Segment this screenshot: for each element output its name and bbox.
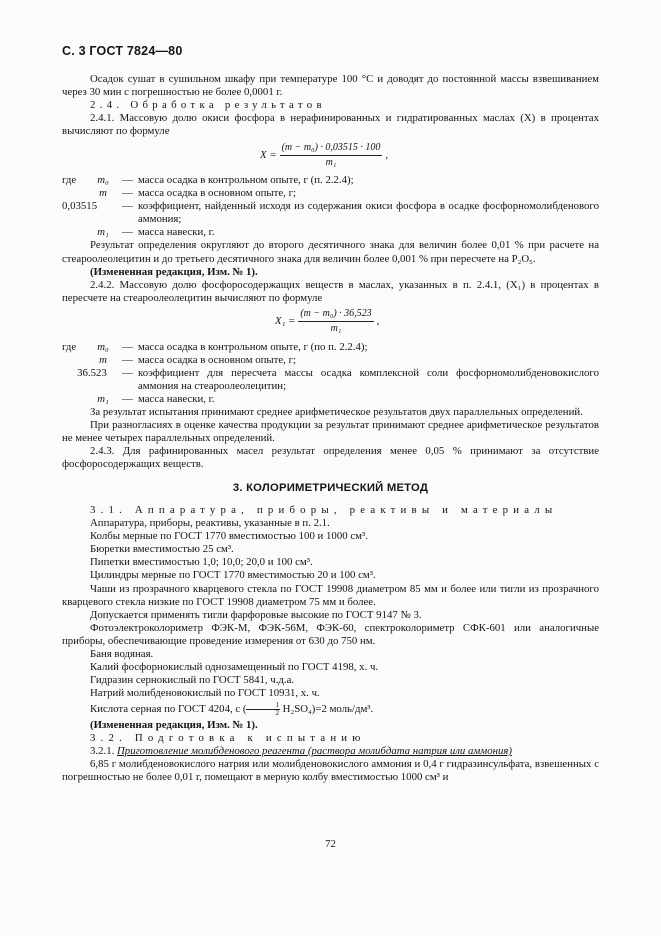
definition-row: где m₀ — масса осадка в контрольном опыте, г (п. 2.2.4); [62,174,599,187]
acid-text-post: H₂SO₄)=2 моль/дм³. [279,702,374,715]
definition-row: m₁ — масса навески, г. [62,226,599,239]
formula-x [62,138,599,174]
definition-row: где m₀ — масса осадка в контрольном опыте, г (по п. 2.2.4); [62,341,599,354]
paragraph-rounding: Результат определения округляют до второго десятичного знака для величин более 0,01 % при расчете на стеароолеолецитин и до третьего десятичного знака для величин более 0,001 % при пересчете на P₂O₅. [62,239,599,265]
list-item-acid [62,702,599,717]
definition-symbol: m₁ [97,226,109,239]
definition-text: коэффициент, найденный исходя из содержания окиси фосфора в осадке фосфорномолибденового аммония; [138,200,599,226]
definition-text: масса осадка в основном опыте, г; [138,187,297,200]
paragraph-2-4-3: 2.4.3. Для рафинированных масел результат определения менее 0,05 % принимают за отсутствие фосфоросодержащих веществ. [62,445,599,471]
definition-text: масса навески, г. [138,226,215,239]
list-item: Калий фосфорнокислый однозамещенный по ГОСТ 4198, х. ч. [90,660,379,673]
list-item: Фотоэлектроколориметр ФЭК-М, ФЭК-56М, ФЭК-60, спектроколориметр СФК-601 или аналогичные приборы, обеспечивающие проведение измерения от 630 до 750 нм. [62,621,599,647]
definition-symbol: m [99,353,107,366]
amendment-note-2: (Измененная редакция, Изм. № 1). [90,718,258,731]
heading-3-1: 3.1. Аппаратура, приборы, реактивы и материалы [90,504,558,517]
definition-text: масса осадка в основном опыте, г; [138,353,297,366]
definition-pre: где [62,174,77,187]
paragraph-disagreement: При разногласиях в оценке качества продукции за результат принимают среднее арифметическое результатов не менее четырех параллельных определений. [62,418,599,445]
definition-symbol: m [99,187,107,200]
list-item: Колбы мерные по ГОСТ 1770 вместимостью 100 и 1000 см³. [90,530,368,543]
acid-fraction [246,702,280,717]
definition-text: масса навески, г. [138,392,215,405]
paragraph-3-2-1-heading: Приготовление молибденового реагента (раствора молибдата натрия или аммония) [117,745,512,758]
formula-x1-denominator: m₁ [330,323,342,335]
section-3-title: 3. КОЛОРИМЕТРИЧЕСКИЙ МЕТОД [232,482,429,495]
list-item: Допускается применять тигли фарфоровые высокие по ГОСТ 9147 № 3. [90,608,422,621]
definition-row: m — масса осадка в основном опыте, г; [62,354,599,367]
list-item: Баня водяная. [90,647,154,660]
definition-symbol: m₀ [97,174,109,187]
formula-x-numerator: (m − m₀) · 0,03515 · 100 [280,142,383,156]
formula-x-lhs: X = [260,148,277,161]
formula-x1-numerator: (m − m₀) · 36,523 [298,308,373,322]
acid-fraction-num: 1 [246,702,280,710]
heading-3-2: 3.2. Подготовка к испытанию [90,731,366,744]
page-number: 72 [325,838,336,850]
definitions-list-2 [62,341,599,406]
acid-text-pre: Кислота серная по ГОСТ 4204, c ( [90,702,247,715]
paragraph-2-4-1: 2.4.1. Массовую долю окиси фосфора в нерафинированных и гидратированных маслах (X) в процентах вычисляют по формуле [62,112,599,138]
equipment-list [62,517,599,717]
list-item: Гидразин сернокислый по ГОСТ 5841, ч.д.а. [90,673,295,686]
definition-row: m — масса осадка в основном опыте, г; [62,187,599,200]
definition-pre: 0,03515 [62,200,98,213]
formula-x-denominator: m₁ [325,156,337,168]
paragraph-3-2-1-number: 3.2.1. [90,745,115,758]
definition-pre [62,187,84,200]
definitions-list-1 [62,174,599,239]
list-item: Пипетки вместимостью 1,0; 10,0; 20,0 и 100 см³. [90,556,313,569]
list-item: Натрий молибденовокислый по ГОСТ 10931, х. ч. [90,686,320,699]
definition-symbol: m₁ [97,392,109,405]
list-item: Бюретки вместимостью 25 см³. [90,543,234,556]
definition-pre [62,226,84,239]
definition-pre [62,393,84,406]
formula-x-tail: , [385,148,389,161]
formula-x1 [62,305,599,341]
formula-x1-lhs: X₁ = [275,315,296,328]
definition-pre [62,354,84,367]
definition-row: 36.523 — коэффициент для пересчета массы осадка комплексной соли фосфорномолибденовокислого аммония на стеароолеолецитин; [62,367,599,393]
definition-row: m₁ — масса навески, г. [62,393,599,406]
definition-pre: где [62,340,77,353]
definition-text: масса осадка в контрольном опыте, г (по п. 2.2.4); [138,340,368,353]
paragraph-3-2-1-title [62,745,599,758]
amendment-note-1: (Измененная редакция, Изм. № 1). [90,265,258,278]
definition-text: коэффициент для пересчета массы осадка комплексной соли фосфорномолибденовокислого аммония на стеароолеолецитин; [138,366,599,392]
list-item: Аппаратура, приборы, реактивы, указанные в п. 2.1. [90,517,330,530]
definition-pre: 36.523 [77,366,107,379]
heading-2-4: 2.4. Обработка результатов [90,99,326,112]
definition-row: 0,03515 — коэффициент, найденный исходя из содержания окиси фосфора в осадке фосфорномолибденового аммония; [62,200,599,226]
paragraph-2-4-2: 2.4.2. Массовую долю фосфоросодержащих веществ в маслах, указанных в п. 2.4.1, (X₁) в процентах в пересчете на стеароолеолецитин вычисляют по формуле [62,278,599,304]
list-item: Чаши из прозрачного кварцевого стекла по ГОСТ 19908 диаметром 85 мм и более или тигли из прозрачного кварцевого стекла низкие по ГОСТ 19908 диаметром 75 мм и более. [62,582,599,608]
page-header: С. 3 ГОСТ 7824—80 [62,44,183,58]
list-item: Цилиндры мерные по ГОСТ 1770 вместимостью 20 и 100 см³. [90,569,376,582]
definition-symbol: m₀ [97,340,109,353]
acid-fraction-den: 2 [275,708,279,717]
paragraph-drying: Осадок сушат в сушильном шкафу при температуре 100 °С и доводят до постоянной массы взвешиванием через 30 мин с погрешностью не более 0,0001 г. [62,73,599,99]
formula-x1-tail: , [376,315,380,328]
paragraph-final-result: За результат испытания принимают среднее арифметическое результатов двух параллельных определений. [90,405,583,418]
page-body [62,73,599,784]
paragraph-3-2-1-body: 6,85 г молибденовокислого натрия или молибденовокислого аммония и 0,4 г гидразинсульфата, взвешенных с погрешностью не более 0,01 г, помещают в мерную колбу вместимостью 1000 см³ и [62,758,599,784]
definition-text: масса осадка в контрольном опыте, г (п. 2.2.4); [138,174,354,187]
